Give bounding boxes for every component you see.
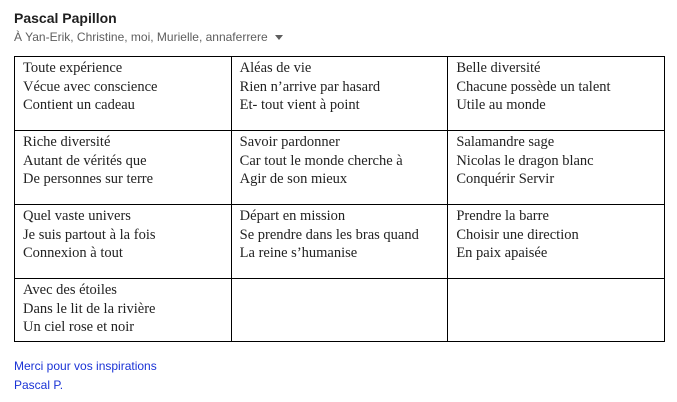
cell-line: Belle diversité [456, 60, 541, 76]
recipients-line[interactable] [14, 30, 283, 44]
table-row [15, 279, 665, 342]
table-cell [15, 205, 232, 279]
cell-line: Utile au monde [456, 97, 546, 113]
table-cell [448, 131, 665, 205]
table-cell [448, 57, 665, 131]
cell-line: Riche diversité [23, 134, 111, 150]
cell-line: En paix apaisée [456, 245, 548, 261]
cell-line: Avec des étoiles [23, 282, 117, 298]
table-cell [15, 57, 232, 131]
cell-line: Je suis partout à la fois [23, 226, 156, 243]
cell-line: Contient un cadeau [23, 97, 135, 113]
table-row [15, 131, 665, 205]
table-cell [231, 131, 448, 205]
cell-line: Nicolas le dragon blanc [456, 152, 594, 169]
table-cell [231, 205, 448, 279]
table-cell [448, 205, 665, 279]
cell-line: Salamandre sage [456, 134, 555, 150]
table-cell [15, 279, 232, 342]
empty-cell [448, 279, 665, 342]
thanks-line: Merci pour vos inspirations [14, 359, 157, 373]
signature-line: Pascal P. [14, 378, 64, 392]
cell-line: Et- tout vient à point [239, 97, 360, 113]
cell-line: Connexion à tout [23, 245, 123, 261]
cell-line: Se prendre dans les bras quand [239, 226, 419, 243]
cell-line: Chacune possède un talent [456, 78, 611, 95]
cell-line: Prendre la barre [456, 208, 549, 224]
cell-line: Toute expérience [23, 60, 123, 76]
table-row [15, 205, 665, 279]
cell-line: Choisir une direction [456, 226, 579, 243]
poem-table [14, 56, 665, 342]
table-cell [231, 57, 448, 131]
cell-line: De personnes sur terre [23, 171, 154, 187]
table-row [15, 57, 665, 131]
cell-line: Rien n’arrive par hasard [239, 78, 381, 95]
cell-line: Savoir pardonner [239, 134, 340, 150]
cell-line: Départ en mission [239, 208, 346, 224]
message-footer [14, 357, 157, 395]
cell-line: Vécue avec conscience [23, 78, 158, 95]
cell-line: Un ciel rose et noir [23, 319, 135, 335]
cell-line: Aléas de vie [239, 60, 312, 76]
cell-line: Conquérir Servir [456, 171, 555, 187]
cell-line: La reine s’humanise [239, 245, 358, 261]
table-cell [15, 131, 232, 205]
chevron-down-icon[interactable] [275, 35, 283, 40]
empty-cell [231, 279, 448, 342]
cell-line: Autant de vérités que [23, 152, 147, 169]
cell-line: Quel vaste univers [23, 208, 131, 224]
cell-line: Agir de son mieux [239, 171, 348, 187]
cell-line: Dans le lit de la rivière [23, 300, 156, 317]
cell-line: Car tout le monde cherche à [239, 152, 403, 169]
recipients-list: À Yan-Erik, Christine, moi, Murielle, annaferrere [14, 30, 268, 44]
sender-name: Pascal Papillon [14, 10, 117, 26]
